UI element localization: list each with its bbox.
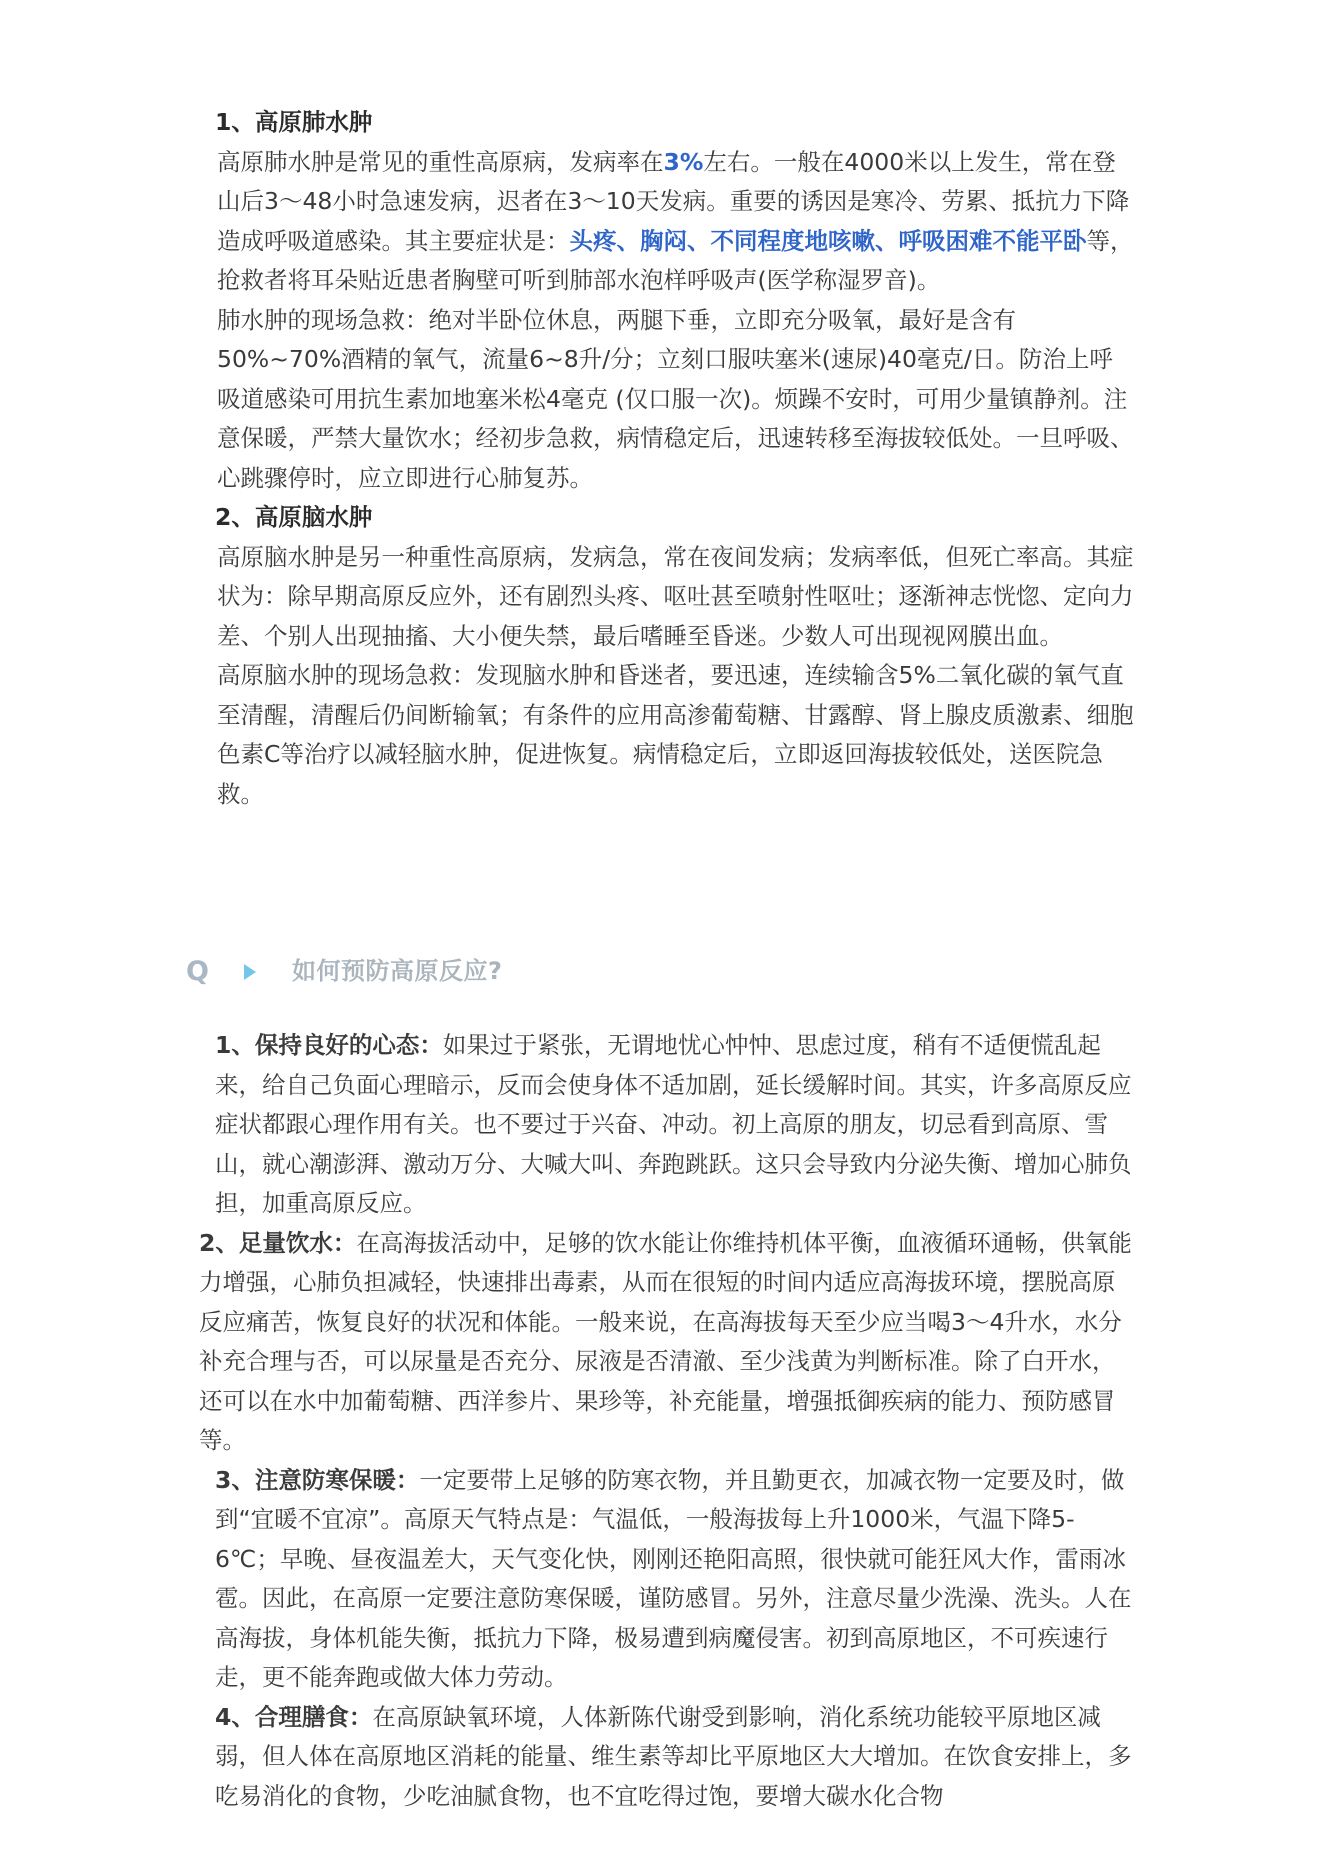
question-header (186, 950, 1146, 994)
section-prevention-tips (199, 1026, 1135, 1816)
tip-paragraph (199, 1224, 1135, 1461)
tip-label: 2、足量饮水： (199, 1228, 357, 1257)
play-arrow-icon (244, 964, 256, 980)
highlight-rate: 3% (663, 147, 704, 176)
q-letter: Q (186, 956, 209, 988)
section-pulmonary-edema (199, 103, 1135, 814)
tip-text: 如果过于紧张，无谓地忧心忡忡、思虑过度，稍有不适便慌乱起来，给自己负面心理暗示，反而会使身体不适加剧，延长缓解时间。其实，许多高原反应症状都跟心理作用有关。也不要过于兴奋、冲动。初上高原的朋友，切忌看到高原、雪山，就心潮澎湃、激动万分、大喊大叫、奔跑跳跃。这只会导致内分泌失衡、增加心肺负担，加重高原反应。 (215, 1031, 1132, 1217)
paragraph-text: 左右。一般在4000米以上发生，常在登山后3～48小时急速发病，迟者在3～10天发病。重要的诱因是寒冷、劳累、抵抗力下降造成呼吸道感染。其主要症状是： (217, 147, 1130, 255)
tip-text: 一定要带上足够的防寒衣物，并且勤更衣，加减衣物一定要及时，做到“宜暖不宜凉”。高原天气特点是：气温低，一般海拔每上升1000米，气温下降5-6℃；早晚、昼夜温差大，天气变化快，刚刚还艳阳高照，很快就可能狂风大作，雷雨冰雹。因此，在高原一定要注意防寒保暖，谨防感冒。另外，注意尽量少洗澡、洗头。人在高海拔，身体机能失衡，抵抗力下降，极易遭到病魔侵害。初到高原地区，不可疾速行走，更不能奔跑或做大体力劳动。 (215, 1465, 1132, 1691)
tip-label: 3、注意防寒保暖： (215, 1465, 420, 1494)
paragraph: 肺水肿的现场急救：绝对半卧位休息，两腿下垂，立即充分吸氧，最好是含有50%~70%酒精的氧气，流量6~8升/分；立刻口服呋塞米(速尿)40毫克/日。防治上呼吸道感染可用抗生素加地塞米松4毫克 (仅口服一次)。烦躁不安时，可用少量镇静剂。注意保暖，严禁大量饮水；经初步急救，病情稳定后，迅速转移至海拔较低处。一旦呼吸、心跳骤停时，应立即进行心肺复苏。 (217, 305, 1134, 492)
tip-text: 在高海拔活动中，足够的饮水能让你维持机体平衡，血液循环通畅，供氧能力增强，心肺负担减轻，快速排出毒素，从而在很短的时间内适应高海拔环境，摆脱高原反应痛苦，恢复良好的状况和体能。一般来说，在高海拔每天至少应当喝3～4升水，水分补充合理与否，可以尿量是否充分、尿液是否清澈、至少浅黄为判断标准。除了白开水，还可以在水中加葡萄糖、西洋参片、果珍等，补充能量，增强抵御疾病的能力、预防感冒等。 (199, 1228, 1132, 1454)
paragraph: 高原脑水肿的现场急救：发现脑水肿和昏迷者，要迅速，连续输含5%二氧化碳的氧气直至清醒，清醒后仍间断输氧；有条件的应用高渗葡萄糖、甘露醇、肾上腺皮质激素、细胞色素C等治疗以减轻脑水肿，促进恢复。病情稳定后，立即返回海拔较低处，送医院急救。 (217, 661, 1134, 808)
paragraph: 高原脑水肿是另一种重性高原病，发病急，常在夜间发病；发病率低，但死亡率高。其症状为：除早期高原反应外，还有剧烈头疼、呕吐甚至喷射性呕吐；逐渐神志恍惚、定向力差、个别人出现抽搐、大小便失禁，最后嗜睡至昏迷。少数人可出现视网膜出血。 (217, 542, 1134, 650)
tip-label: 1、保持良好的心态： (215, 1031, 443, 1059)
paragraph-text: 等，抢救者将耳朵贴近患者胸壁可听到肺部水泡样呼吸声(医学称湿罗音)。 (217, 226, 1134, 294)
section-heading: 2、高原脑水肿 (215, 503, 373, 531)
highlight-symptoms: 头疼、胸闷、不同程度地咳嗽、呼吸困难不能平卧 (569, 226, 1087, 255)
question-title: 如何预防高原反应? (292, 957, 503, 986)
paragraph (199, 143, 1135, 301)
tip-paragraph (199, 1698, 1135, 1817)
tip-label: 4、合理膳食： (215, 1702, 373, 1731)
section-heading: 1、高原肺水肿 (215, 108, 373, 136)
tip-paragraph (199, 1461, 1135, 1698)
paragraph-text: 高原肺水肿是常见的重性高原病，发病率在 (217, 147, 664, 176)
tip-text: 在高原缺氧环境，人体新陈代谢受到影响，消化系统功能较平原地区减弱，但人体在高原地区消耗的能量、维生素等却比平原地区大大增加。在饮食安排上，多吃易消化的食物，少吃油腻食物，也不宜吃得过饱，要增大碳水化合物 (215, 1702, 1132, 1810)
tip-paragraph (199, 1026, 1135, 1224)
